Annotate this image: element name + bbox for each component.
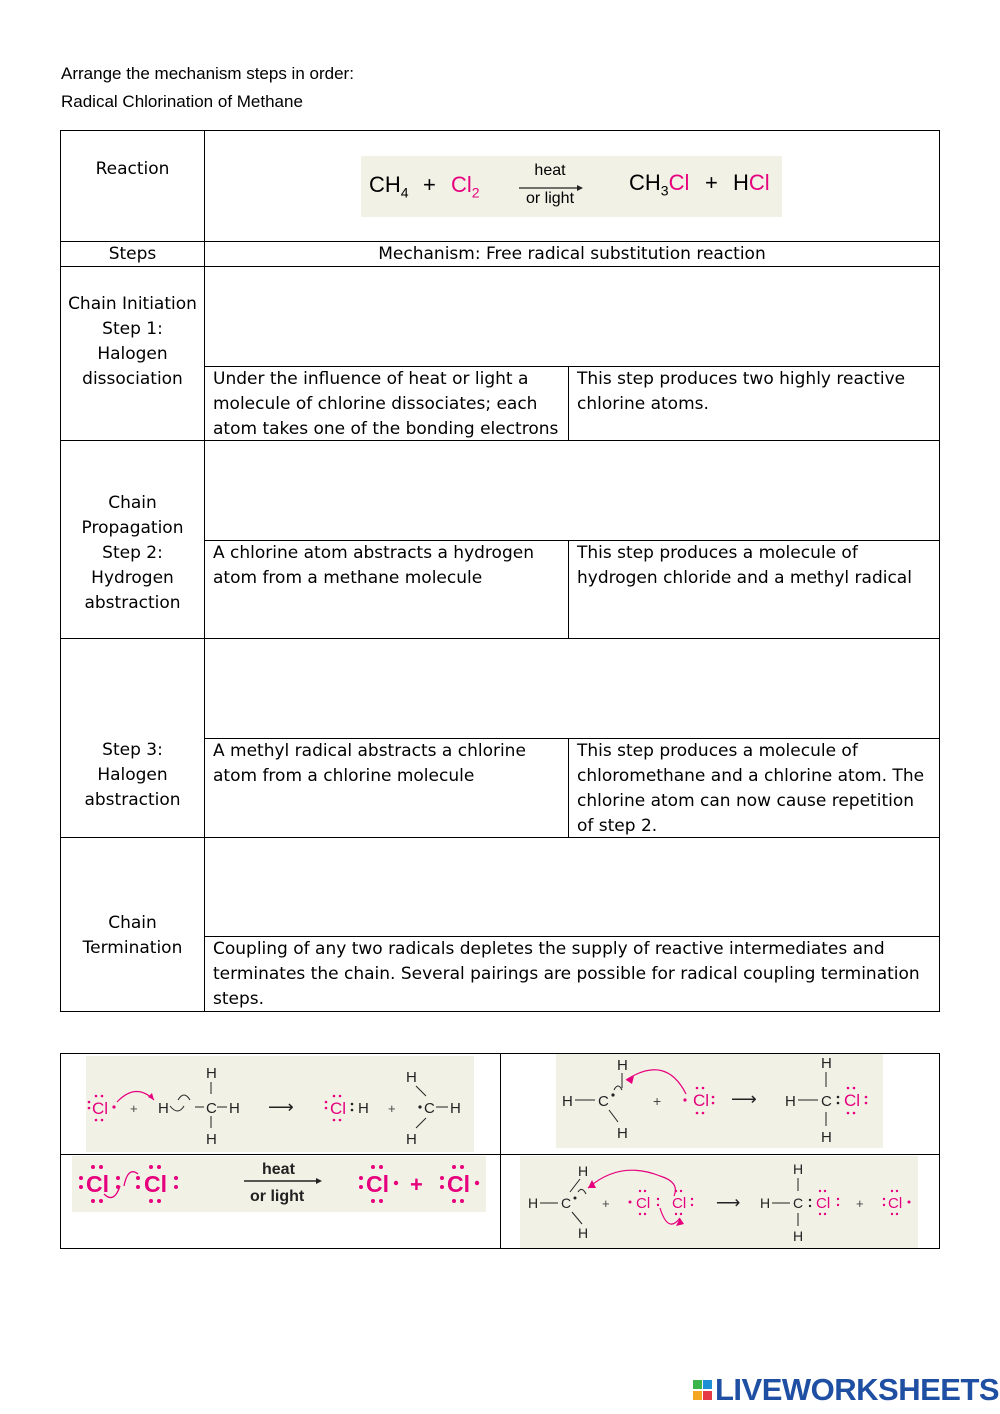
svg-text:Cl: Cl [330,1099,347,1118]
svg-text:C: C [206,1100,217,1117]
drop-zone-step-2[interactable] [205,441,939,540]
step-label-halogen-abstraction: Step 3: Halogen abstraction [84,740,181,810]
svg-text:H: H [793,1161,804,1177]
step-3-description: A methyl radical abstracts a chlorine atom from a chlorine molecule [213,741,526,786]
reaction-label: Reaction [95,158,170,179]
option-chlorine-dissociation[interactable] [72,1156,486,1212]
svg-text:Cl: Cl [366,1171,389,1197]
chlorine-radical [88,1095,116,1122]
svg-text:heat: heat [262,1161,295,1178]
logo-text: LIVEWORKSHEETS [715,1372,1000,1407]
svg-text:H: H [406,1131,417,1148]
svg-text:C: C [598,1093,609,1110]
svg-text:Cl: Cl [844,1091,861,1110]
svg-text:⟶: ⟶ [716,1193,741,1212]
svg-text:Cl: Cl [816,1195,831,1212]
step-2-description: A chlorine atom abstracts a hydrogen atom from a methane molecule [213,543,534,588]
svg-text:C: C [561,1195,572,1211]
svg-text:H: H [450,1100,461,1117]
svg-text:+: + [856,1196,864,1211]
svg-text:+: + [410,1172,423,1197]
overall-reaction: $CH_4$ + $Cl_2$ heat or light $CH_3Cl$ + HCl [361,156,782,217]
mechanism-header: Mechanism: Free radical substitution reaction [378,243,766,264]
svg-text:C: C [424,1100,435,1117]
liveworksheets-logo [692,1374,999,1406]
svg-text:H: H [528,1195,539,1211]
svg-text:Cl: Cl [92,1099,109,1118]
svg-text:+: + [130,1101,138,1116]
svg-text:H: H [206,1065,217,1082]
drop-zone-termination[interactable] [205,838,939,936]
svg-text:+: + [602,1196,610,1211]
svg-text:H: H [358,1100,369,1117]
step-label-propagation: Chain Propagation Step 2: Hydrogen abstraction [81,493,184,613]
svg-text:H: H [617,1057,628,1074]
svg-text:⟶: ⟶ [268,1097,294,1117]
svg-text:C: C [793,1195,804,1211]
step-1-description: Under the influence of heat or light a molecule of chlorine dissociates; each atom takes one of the bonding electrons [213,369,559,439]
svg-text:H: H [562,1093,573,1110]
svg-text:⟶: ⟶ [731,1089,757,1109]
svg-text:H: H [821,1055,832,1072]
svg-text:H: H [617,1125,628,1142]
svg-text:+: + [388,1101,396,1116]
svg-text:Cl: Cl [86,1171,109,1197]
svg-text:C: C [821,1093,832,1110]
svg-text:or light: or light [250,1188,305,1205]
option-halogen-abstraction[interactable] [520,1156,918,1248]
drop-zone-step-3[interactable] [205,639,939,738]
svg-text:Cl: Cl [888,1195,903,1212]
svg-text:H: H [406,1069,417,1086]
svg-text:H: H [760,1195,771,1211]
logo-mark-icon [692,1378,714,1402]
svg-text:H: H [158,1100,169,1117]
svg-text:H: H [578,1225,589,1241]
svg-text:H: H [785,1093,796,1110]
svg-text:Cl: Cl [636,1195,651,1212]
option-radical-coupling[interactable] [556,1054,883,1148]
svg-text:Cl: Cl [672,1195,687,1212]
svg-text:H: H [821,1129,832,1146]
step-1-result: This step produces two highly reactive chlorine atoms. [577,369,906,414]
termination-description: Coupling of any two radicals depletes the supply of reactive intermediates and terminates the chain. Several pairings are possible for radical coupling termination steps. [213,939,920,1009]
svg-text:Cl: Cl [144,1171,167,1197]
svg-text:H: H [206,1131,217,1148]
step-label-initiation: Chain Initiation Step 1: Halogen dissociation [68,294,197,389]
instruction-text: Arrange the mechanism steps in order: [61,64,354,83]
svg-text:Cl: Cl [447,1171,470,1197]
svg-text:H: H [793,1228,804,1244]
step-2-result: This step produces a molecule of hydrogen chloride and a methyl radical [577,543,912,588]
svg-text:H: H [578,1163,589,1179]
step-label-termination: Chain Termination [82,913,183,958]
worksheet-title: Radical Chlorination of Methane [61,92,303,111]
step-3-result: This step produces a molecule of chloromethane and a chlorine atom. The chlorine atom can now cause repetition of step 2. [577,741,925,836]
option-hydrogen-abstraction[interactable] [86,1056,474,1152]
svg-text:+: + [653,1093,662,1109]
steps-header: Steps [108,243,157,264]
drop-zone-step-1[interactable] [205,267,939,366]
svg-text:Cl: Cl [693,1091,710,1110]
svg-text:H: H [229,1100,240,1117]
